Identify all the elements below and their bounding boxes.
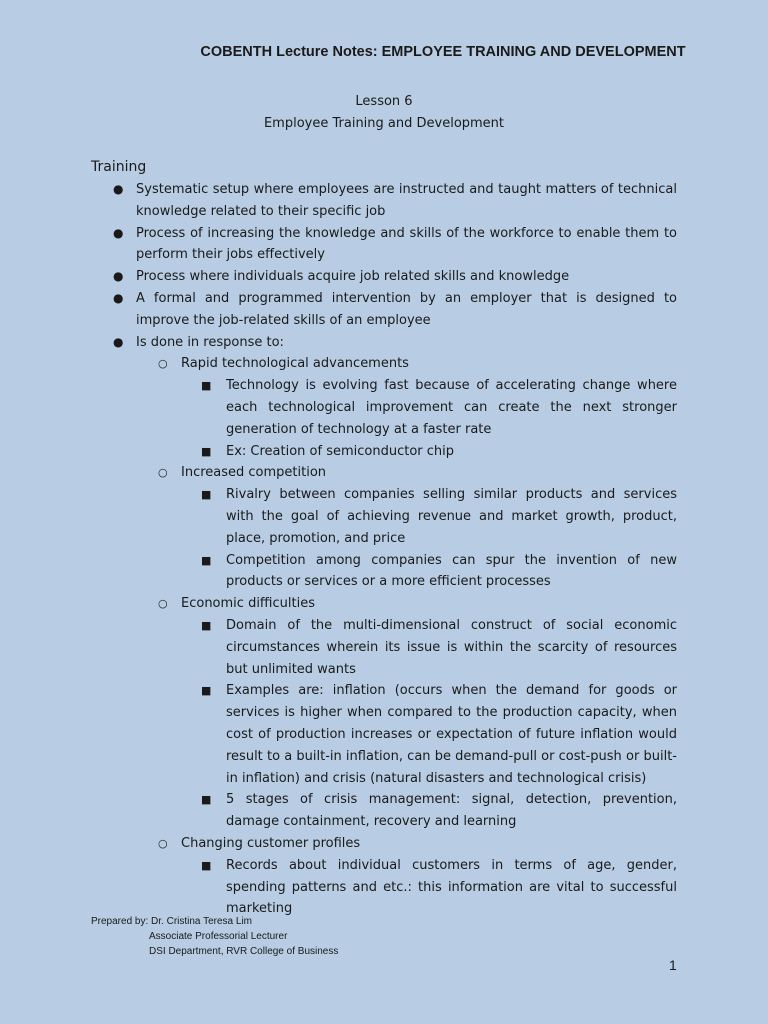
list-item-text: Changing customer profiles	[181, 835, 361, 851]
bullet-marker: ■	[201, 858, 212, 872]
list-item-text: Competition among companies can spur the invention of new products or services or a more efficient processes	[226, 552, 677, 590]
list-item-text: 5 stages of crisis management: signal, detection, prevention, damage containment, recovery and learning	[226, 792, 677, 830]
bullet-marker: ●	[113, 290, 124, 305]
list-item-text: Is done in response to:	[136, 334, 284, 350]
footer-department: DSI Department, RVR College of Business	[149, 946, 339, 957]
list-item-level-2	[0, 833, 677, 855]
bullet-marker: ○	[158, 836, 168, 850]
list-item-level-1	[0, 266, 677, 288]
list-item-text: Process of increasing the knowledge and skills of the workforce to enable them to perform their jobs effectively	[136, 225, 677, 263]
lesson-title: Employee Training and Development	[263, 116, 505, 131]
footer	[91, 914, 338, 959]
list-item-text: Rivalry between companies selling similar products and services with the goal of achieving revenue and market growth, product, place, promotion, and price	[226, 487, 677, 546]
lesson-number: Lesson 6	[355, 94, 413, 109]
list-item-text: Records about individual customers in terms of age, gender, spending patterns and etc.: this information are vital to successful marketing	[226, 857, 677, 917]
bullet-marker: ■	[201, 793, 212, 807]
bullet-marker: ■	[201, 553, 212, 567]
bullet-marker: ■	[201, 444, 212, 458]
bullet-marker: ■	[201, 488, 212, 502]
list-item-level-3	[0, 680, 677, 789]
list-item-text: Increased competition	[181, 465, 327, 481]
list-item-level-2	[0, 593, 677, 615]
bullet-marker: ○	[158, 466, 168, 480]
list-item-level-1	[0, 179, 677, 223]
list-item-text: Examples are: inflation (occurs when the demand for goods or services is higher when compared to the production capacity, when cost of production increases or expectation of future inflation would result to a built-in inflation, can be demand-pull or cost-push or built-in inflation) and crisis (natural disasters and technological crisis)	[226, 683, 677, 786]
list-item-level-3	[0, 615, 677, 680]
list-item-level-3	[0, 789, 677, 833]
list-item-level-1	[0, 288, 677, 332]
bullet-marker: ●	[113, 225, 124, 240]
list-item-text: Domain of the multi-dimensional construct of social economic circumstances wherein its issue is within the scarcity of resources but unlimited wants	[226, 617, 677, 677]
bullet-marker: ●	[113, 269, 124, 284]
footer-position: Associate Professorial Lecturer	[149, 931, 288, 942]
list-item-level-3	[0, 855, 677, 920]
bullet-marker: ○	[158, 357, 168, 371]
list-item-text: Rapid technological advancements	[181, 356, 409, 372]
bullet-marker: ●	[113, 334, 124, 349]
section-title: Training	[91, 159, 147, 175]
list-item-level-2	[0, 353, 677, 375]
bullet-marker: ■	[201, 379, 212, 393]
list-item-level-3	[0, 550, 677, 594]
page-number: 1	[669, 957, 677, 973]
footer-prepared-by: Prepared by: Dr. Cristina Teresa Lim	[91, 916, 252, 927]
list-item-text: Process where individuals acquire job related skills and knowledge	[136, 269, 570, 285]
bullet-marker: ■	[201, 684, 212, 698]
bullet-marker: ■	[201, 618, 212, 632]
list-item-level-3	[0, 441, 677, 463]
list-item-text: Ex: Creation of semiconductor chip	[226, 443, 455, 459]
list-item-level-3	[0, 375, 677, 440]
list-item-text: A formal and programmed intervention by an employer that is designed to improve the job-related skills of an employee	[136, 290, 677, 328]
list-item-text: Technology is evolving fast because of accelerating change where each technological improvement can create the next stronger generation of technology at a faster rate	[226, 378, 677, 437]
list-item-level-1	[0, 332, 677, 354]
bullet-marker: ●	[113, 182, 124, 196]
list-item-level-2	[0, 462, 677, 484]
list-item-level-3	[0, 484, 677, 549]
list-item-level-1	[0, 223, 677, 267]
bullet-marker: ○	[158, 597, 168, 611]
bullet-list	[0, 179, 768, 920]
list-item-text: Economic difficulties	[181, 596, 315, 612]
list-item-text: Systematic setup where employees are instructed and taught matters of technical knowledge related to their specific job	[136, 182, 677, 219]
document-header: COBENTH Lecture Notes: EMPLOYEE TRAINING AND DEVELOPMENT	[200, 44, 686, 60]
